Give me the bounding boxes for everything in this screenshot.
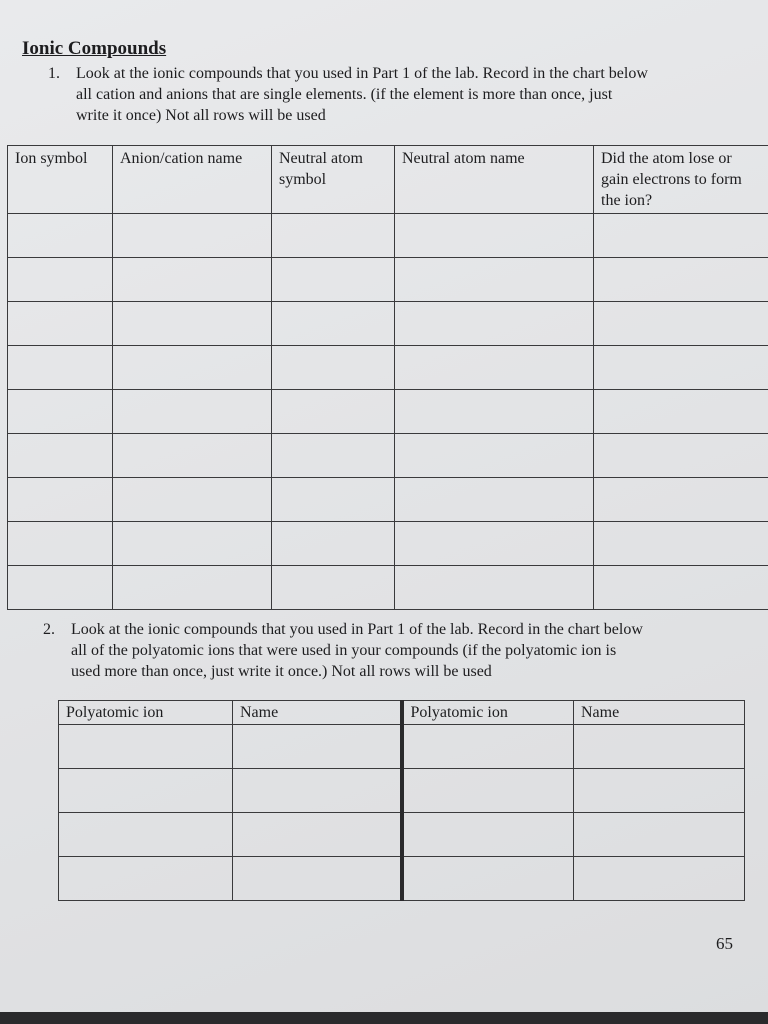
blank-answer-cell[interactable] [8,434,113,478]
column-header-neutral-atom-symbol: Neutral atom symbol [272,146,395,214]
single-element-ions-table [7,145,768,610]
table-row [59,725,745,769]
table-row [59,857,745,901]
blank-answer-cell[interactable] [8,390,113,434]
blank-answer-cell[interactable] [272,302,395,346]
table-row [59,813,745,857]
blank-answer-cell[interactable] [113,478,272,522]
table-row [8,522,768,566]
column-header-ion-symbol: Ion symbol [8,146,113,214]
column-header-polyatomic-ion: Polyatomic ion [402,701,574,725]
question-2 [43,619,748,685]
question-2-text [71,619,643,682]
question-1-number: 1. [48,65,60,82]
blank-answer-cell[interactable] [574,769,745,813]
polyatomic-ions-table [58,700,745,901]
blank-answer-cell[interactable] [113,390,272,434]
blank-answer-cell[interactable] [395,522,594,566]
blank-answer-cell[interactable] [113,302,272,346]
blank-answer-cell[interactable] [113,258,272,302]
table-row [8,434,768,478]
column-header-name: Name [233,701,402,725]
blank-answer-cell[interactable] [113,566,272,610]
question-1 [48,63,748,129]
column-header-name: Name [574,701,745,725]
column-header-polyatomic-ion: Polyatomic ion [59,701,233,725]
page-number: 65 [716,934,733,953]
blank-answer-cell[interactable] [59,857,233,901]
blank-answer-cell[interactable] [8,566,113,610]
table-row [8,258,768,302]
blank-answer-cell[interactable] [594,434,768,478]
blank-answer-cell[interactable] [574,725,745,769]
blank-answer-cell[interactable] [8,478,113,522]
blank-answer-cell[interactable] [395,214,594,258]
blank-answer-cell[interactable] [395,478,594,522]
table-row [8,566,768,610]
question-1-line: all cation and anions that are single elements. (if the element is more than once, just [76,86,613,103]
blank-answer-cell[interactable] [395,566,594,610]
blank-answer-cell[interactable] [113,214,272,258]
question-1-line: Look at the ionic compounds that you used in Part 1 of the lab. Record in the chart below [76,65,648,82]
column-header-anion-cation-name: Anion/cation name [113,146,272,214]
blank-answer-cell[interactable] [395,258,594,302]
blank-answer-cell[interactable] [402,813,574,857]
table-row [8,390,768,434]
blank-answer-cell[interactable] [59,725,233,769]
table-header-row [8,146,768,214]
blank-answer-cell[interactable] [402,857,574,901]
blank-answer-cell[interactable] [574,813,745,857]
question-2-line: Look at the ionic compounds that you used in Part 1 of the lab. Record in the chart below [71,621,643,638]
blank-answer-cell[interactable] [395,302,594,346]
desk-edge [0,1012,768,1024]
blank-answer-cell[interactable] [113,522,272,566]
blank-answer-cell[interactable] [594,478,768,522]
blank-answer-cell[interactable] [272,434,395,478]
blank-answer-cell[interactable] [594,346,768,390]
question-2-number: 2. [43,621,55,638]
blank-answer-cell[interactable] [574,857,745,901]
blank-answer-cell[interactable] [233,769,402,813]
blank-answer-cell[interactable] [233,725,402,769]
blank-answer-cell[interactable] [395,434,594,478]
table-row [8,478,768,522]
blank-answer-cell[interactable] [272,258,395,302]
blank-answer-cell[interactable] [59,769,233,813]
blank-answer-cell[interactable] [8,522,113,566]
section-title: Ionic Compounds [22,38,167,59]
blank-answer-cell[interactable] [402,725,574,769]
question-1-line: write it once) Not all rows will be used [76,107,326,124]
blank-answer-cell[interactable] [395,390,594,434]
column-header-lose-or-gain: Did the atom lose or gain electrons to form the ion? [594,146,768,214]
table-row [8,214,768,258]
blank-answer-cell[interactable] [594,258,768,302]
question-1-text [76,63,648,126]
question-2-line: all of the polyatomic ions that were used in your compounds (if the polyatomic ion is [71,642,617,659]
blank-answer-cell[interactable] [233,813,402,857]
blank-answer-cell[interactable] [594,566,768,610]
blank-answer-cell[interactable] [594,302,768,346]
blank-answer-cell[interactable] [272,346,395,390]
column-header-neutral-atom-name: Neutral atom name [395,146,594,214]
blank-answer-cell[interactable] [272,522,395,566]
blank-answer-cell[interactable] [395,346,594,390]
blank-answer-cell[interactable] [8,214,113,258]
table-row [59,769,745,813]
table-row [8,302,768,346]
blank-answer-cell[interactable] [113,346,272,390]
blank-answer-cell[interactable] [272,214,395,258]
blank-answer-cell[interactable] [113,434,272,478]
blank-answer-cell[interactable] [594,214,768,258]
blank-answer-cell[interactable] [272,478,395,522]
blank-answer-cell[interactable] [8,258,113,302]
table-header-row [59,701,745,725]
blank-answer-cell[interactable] [272,566,395,610]
blank-answer-cell[interactable] [233,857,402,901]
table-row [8,346,768,390]
question-2-line: used more than once, just write it once.) Not all rows will be used [71,663,492,680]
blank-answer-cell[interactable] [402,769,574,813]
blank-answer-cell[interactable] [8,346,113,390]
blank-answer-cell[interactable] [272,390,395,434]
blank-answer-cell[interactable] [594,522,768,566]
blank-answer-cell[interactable] [594,390,768,434]
blank-answer-cell[interactable] [8,302,113,346]
blank-answer-cell[interactable] [59,813,233,857]
